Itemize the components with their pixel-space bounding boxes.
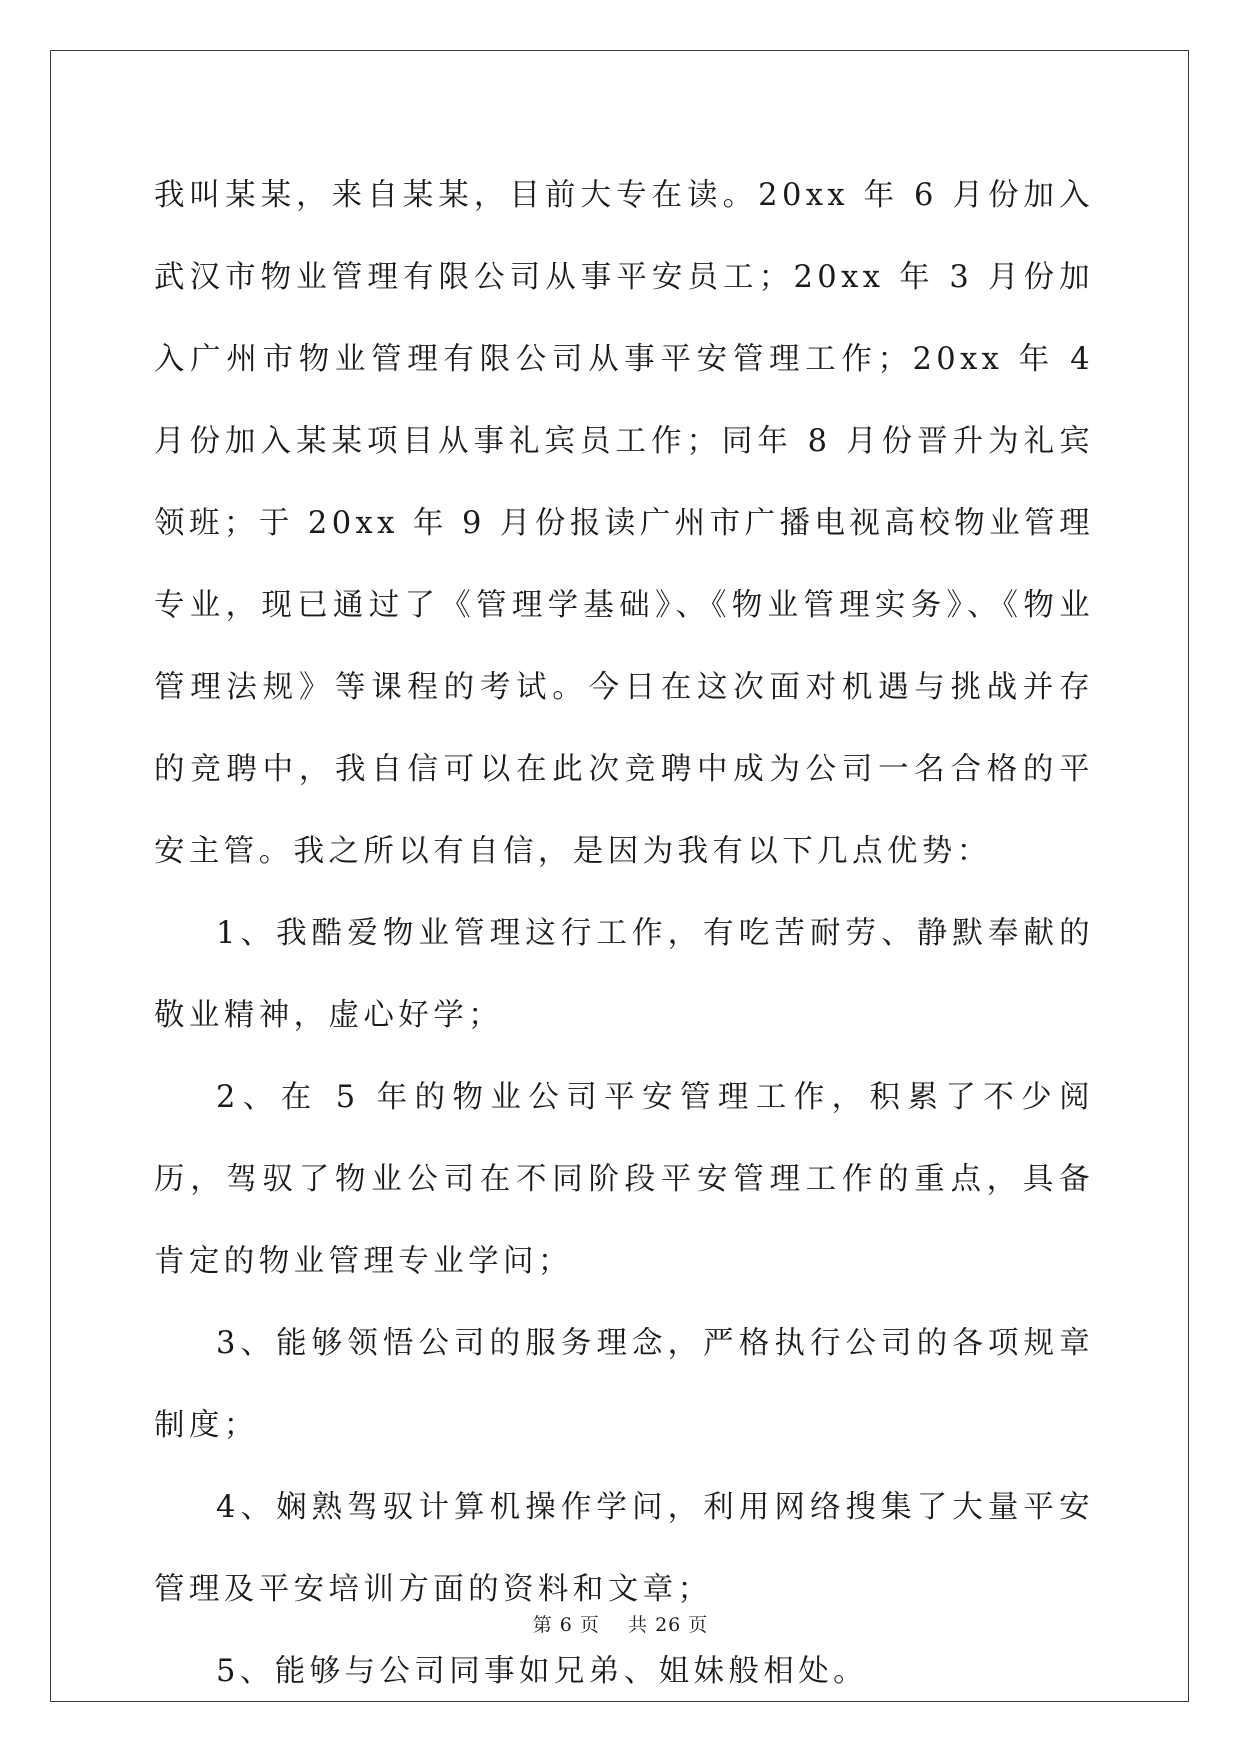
page-footer bbox=[0, 1610, 1241, 1637]
paragraph-point-2: 2、在 5 年的物业公司平安管理工作，积累了不少阅历，驾驭了物业公司在不同阶段平安管理工作的重点，具备肯定的物业管理专业学问； bbox=[154, 1080, 1094, 1279]
page-number: 第 6 页 bbox=[532, 1614, 600, 1636]
paragraph-point-3: 3、能够领悟公司的服务理念，严格执行公司的各项规章制度； bbox=[154, 1326, 1094, 1443]
paragraph-intro: 我叫某某，来自某某，目前大专在读。20xx 年 6 月份加入武汉市物业管理有限公司从事平安员工；20xx 年 3 月份加入广州市物业管理有限公司从事平安管理工作；20xx 年 4 月份加入某某项目从事礼宾员工作；同年 8 月份晋升为礼宾领班；于 20xx 年 9 月份报读广州市广播电视高校物业管理专业，现已通过了《管理学基础》、《物业管理实务》、《物业管理法规》等课程的考试。今日在这次面对机遇与挑战并存的竞聘中，我自信可以在此次竞聘中成为公司一名合格的平安主管。我之所以有自信，是因为我有以下几点优势： bbox=[154, 178, 1094, 869]
paragraph-point-4: 4、娴熟驾驭计算机操作学问，利用网络搜集了大量平安管理及平安培训方面的资料和文章； bbox=[154, 1490, 1094, 1607]
document-body bbox=[154, 155, 1094, 1713]
paragraph-point-1: 1、我酷爱物业管理这行工作，有吃苦耐劳、静默奉献的敬业精神，虚心好学； bbox=[154, 916, 1094, 1033]
page-total: 共 26 页 bbox=[628, 1614, 709, 1636]
paragraph-point-5: 5、能够与公司同事如兄弟、姐妹般相处。 bbox=[216, 1654, 869, 1689]
